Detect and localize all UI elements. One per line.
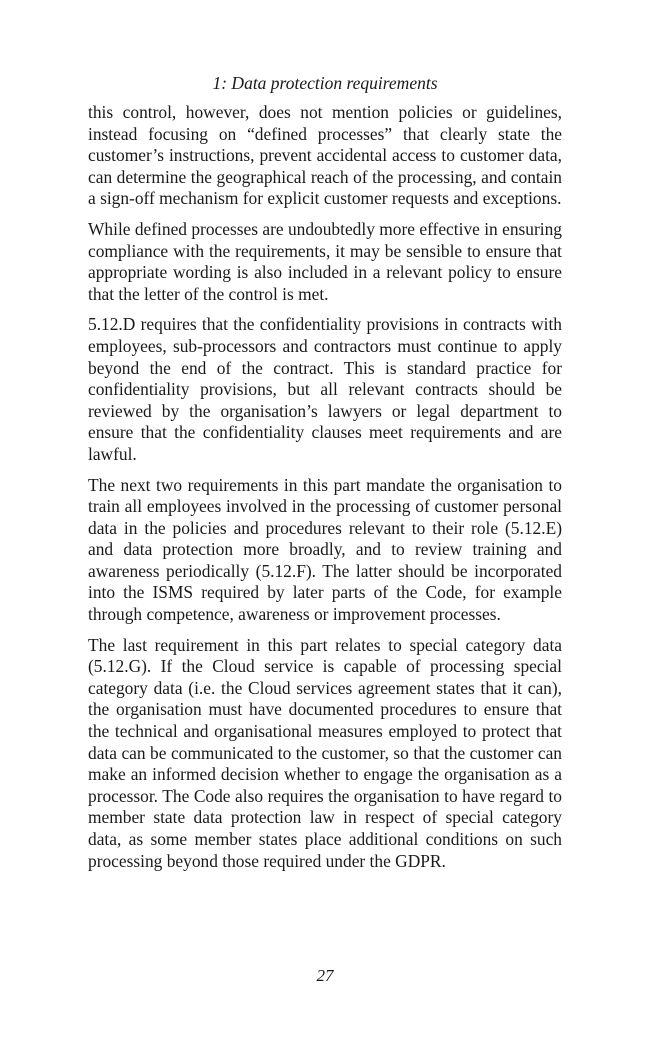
page-number: 27 [316,966,334,985]
body-paragraph: While defined processes are undoubtedly more effective in ensuring compliance with the requirements, it may be sensible to ensure that appropriate wording is also included in a relevant policy to ensure that the letter of the control is met. [88,218,562,304]
body-paragraph: this control, however, does not mention policies or guidelines, instead focusing on “defined processes” that clearly state the customer’s instructions, prevent accidental access to customer data, can determine the geographical reach of the processing, and contain a sign-off mechanism for explicit customer requests and exceptions. [88,102,562,209]
body-paragraph: 5.12.D requires that the confidentiality provisions in contracts with employees, sub-processors and contractors must continue to apply beyond the end of the contract. This is standard practice for confidentiality provisions, but all relevant contracts should be reviewed by the organisation’s lawyers or legal department to ensure that the confidentiality clauses meet requirements and are lawful. [88,314,562,464]
running-head: 1: Data protection requirements [212,73,438,93]
body-paragraph: The next two requirements in this part mandate the organisation to train all employees involved in the processing of customer personal data in the policies and procedures relevant to their role (5.12.E) and data protection more broadly, and to review training and awareness periodically (5.12.F). The latter should be incorporated into the ISMS required by later parts of the Code, for example through competence, awareness or improvement processes. [88,474,562,625]
body-paragraph: The last requirement in this part relates to special category data (5.12.G). If the Cloud service is capable of processing special category data (i.e. the Cloud services agreement states that it can), the organisation must have documented procedures to ensure that the technical and organisational measures employed to protect that data can be communicated to the customer, so that the customer can make an informed decision whether to engage the organisation as a processor. The Code also requires the organisation to have regard to member state data protection law in respect of special category data, as some member states place additional conditions on such processing beyond those required under the GDPR. [88,634,562,871]
page-body [88,72,562,881]
